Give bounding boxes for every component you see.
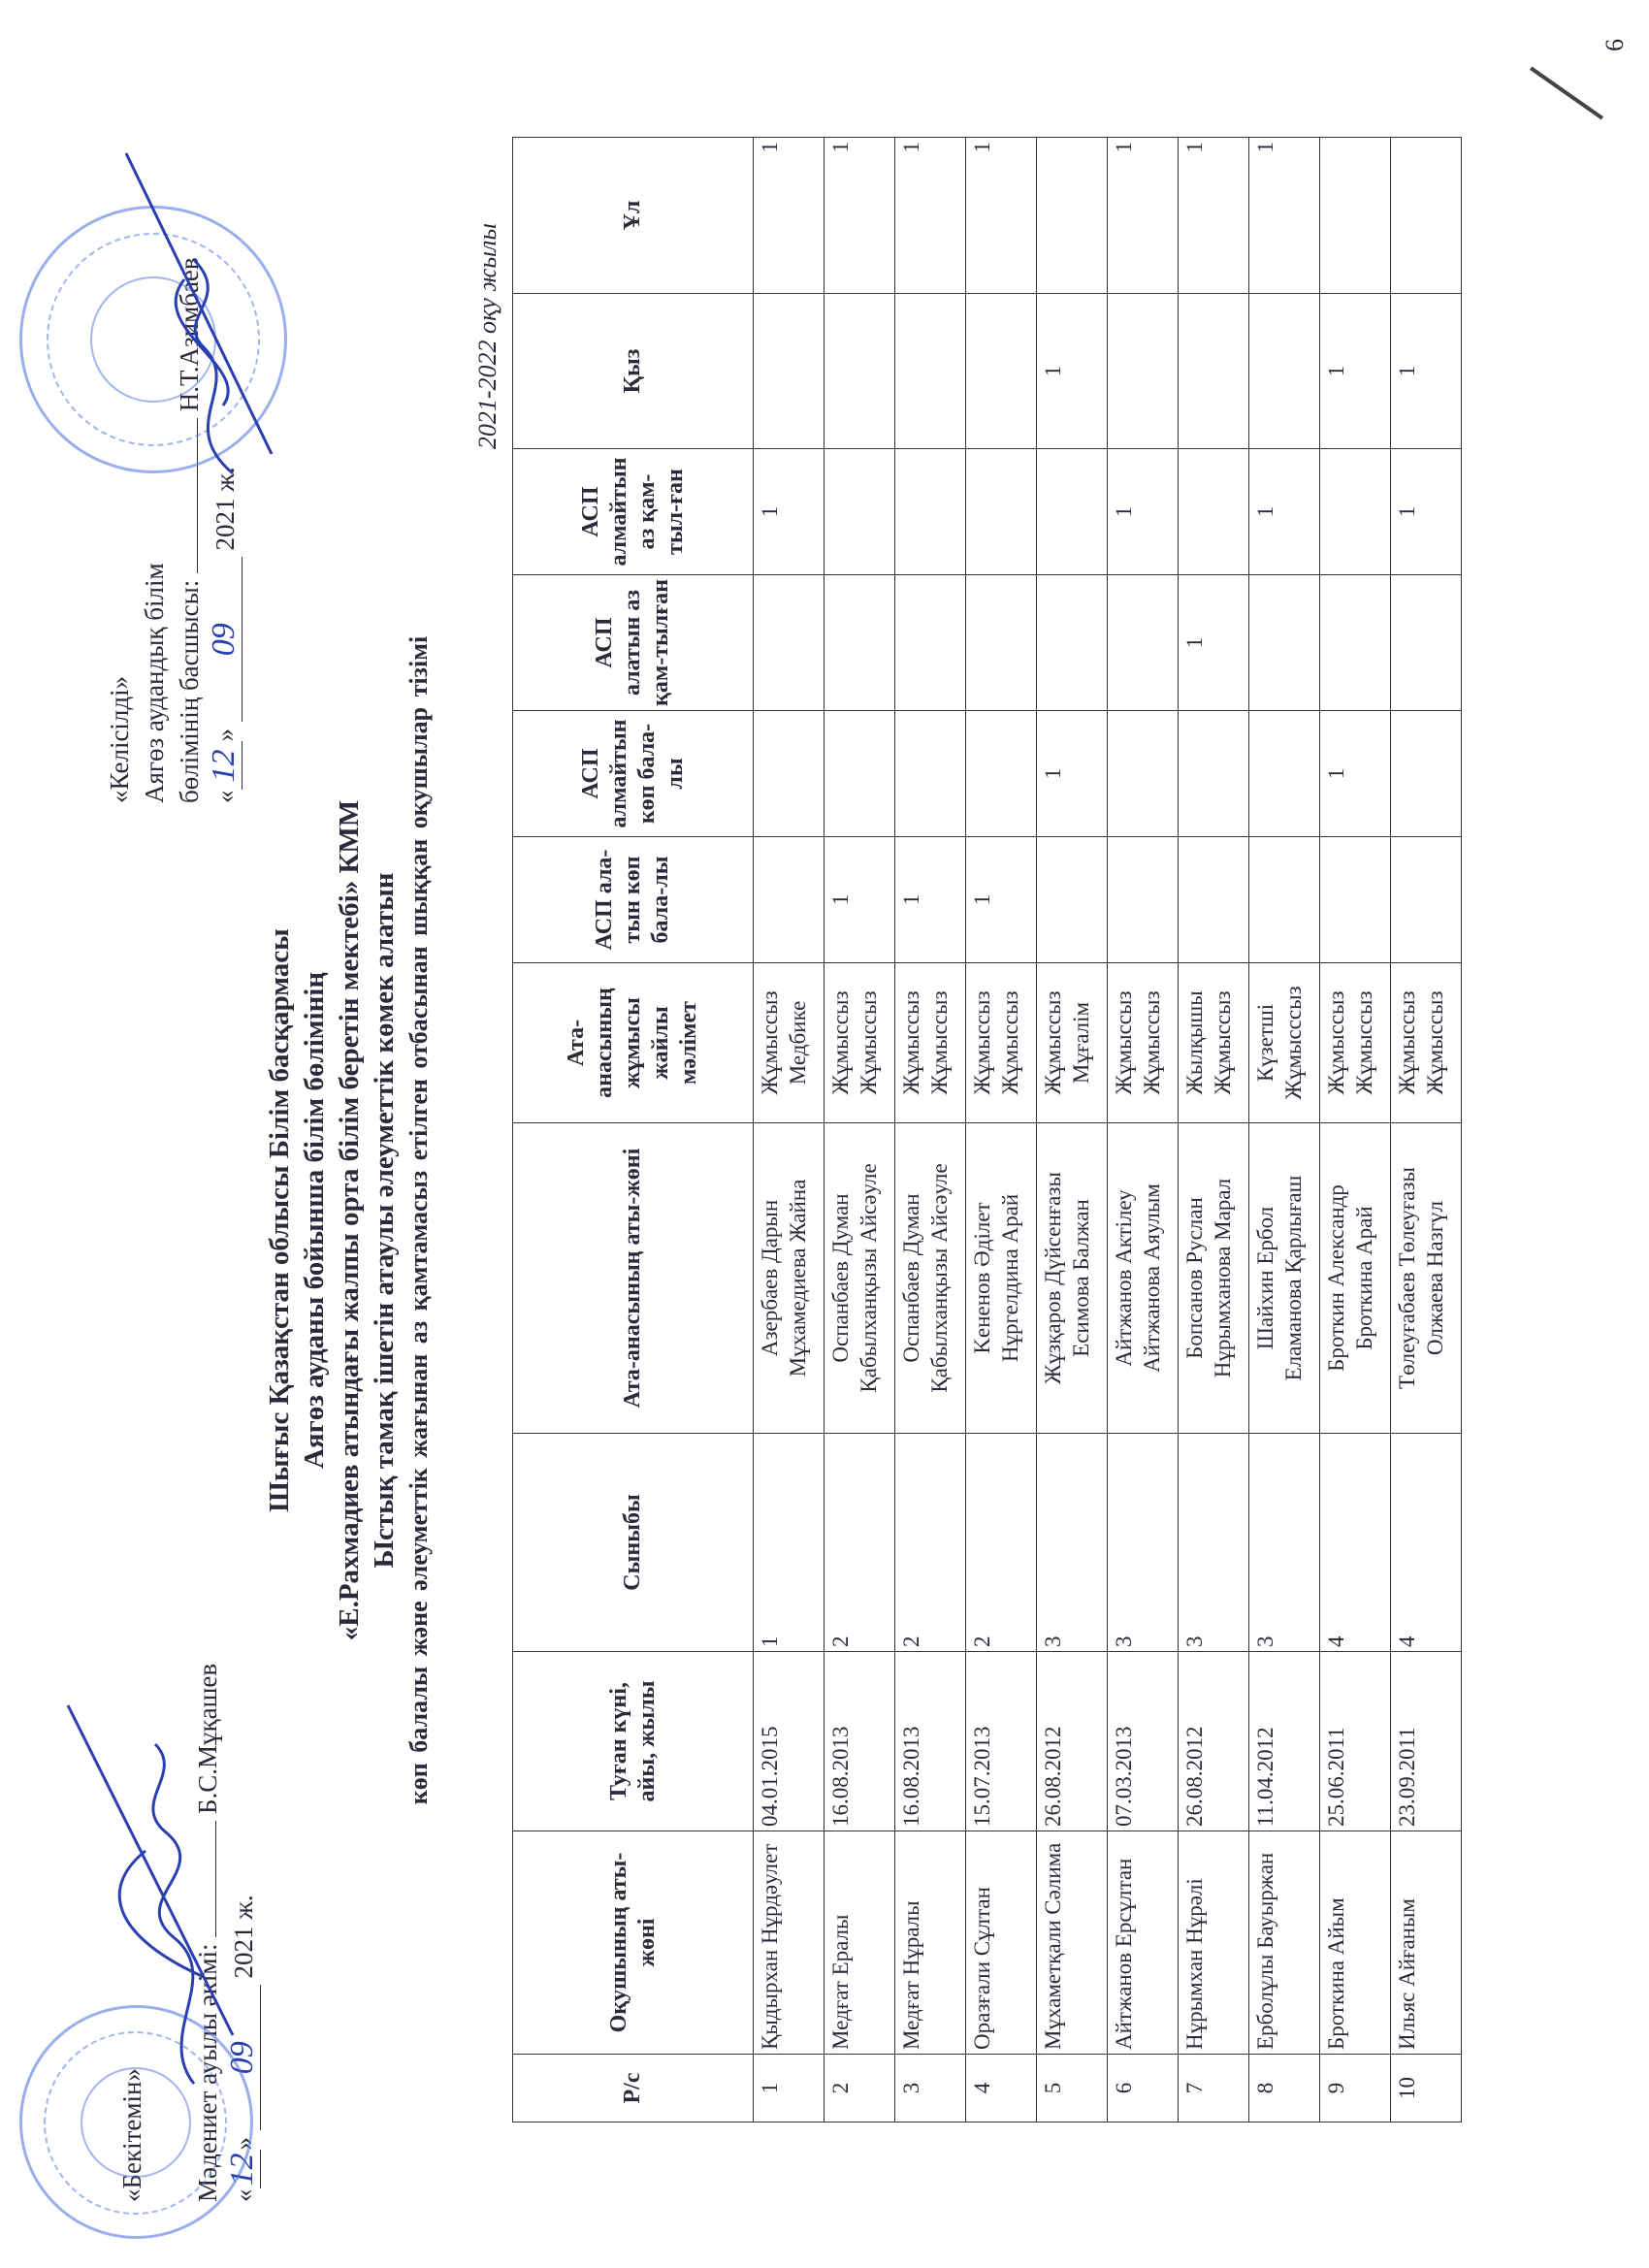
pen-mark [1530, 67, 1603, 120]
parents-cell [1391, 1123, 1462, 1434]
girl-cell [966, 294, 1037, 449]
parents-cell [1249, 1123, 1320, 1434]
parent-name: Мұхамедиева Жайна [786, 1179, 810, 1377]
asp-many-children-cell: 1 [966, 837, 1037, 963]
boy-cell: 1 [754, 138, 824, 294]
col-header: Ата-анасының аты-жөні [513, 1123, 754, 1434]
student-name-cell: Қыдырхан Нұрдәулет [754, 1831, 824, 2055]
student-name-cell: Броткина Айым [1320, 1831, 1391, 2055]
girl-cell [1179, 294, 1249, 449]
quote-open: « [229, 2188, 258, 2202]
dob-cell: 16.08.2013 [895, 1652, 966, 1831]
approval-left-day: 12 [225, 2151, 261, 2189]
approval-right-day: 12 [207, 742, 242, 791]
asp-low-income-cell [1108, 575, 1179, 711]
parent-name: Нұрымханова Марал [1211, 1178, 1235, 1378]
asp-low-income-cell [824, 575, 895, 711]
col-header: Қыз [513, 294, 754, 449]
parent-work: Жұмыссыз [1352, 990, 1376, 1095]
dob-cell: 25.06.2011 [1320, 1652, 1391, 1831]
parent-work: Жұмыссыз [1041, 990, 1065, 1095]
student-name-cell: Медғат Нұралы [895, 1831, 966, 2055]
quote-open: « [210, 790, 240, 803]
table-body [754, 138, 1462, 2122]
approval-left-role: Мәдениет ауылы әкімі: [193, 1943, 222, 2202]
parent-name: Броткин Александр [1324, 1184, 1348, 1372]
parent-work: Жұмыссыз [927, 990, 952, 1095]
asp-low-income-cell: 1 [1179, 575, 1249, 711]
col-header: Туған күні, айы, жылы [513, 1652, 754, 1831]
rs-cell: 5 [1037, 2055, 1108, 2122]
asp-low-income-cell [966, 575, 1037, 711]
grade-cell: 2 [895, 1434, 966, 1652]
parent-name: Айтжанов Актілеу [1112, 1189, 1136, 1367]
boy-cell [1037, 138, 1108, 294]
parent-name: Қабылханқызы Айсәуле [857, 1163, 881, 1393]
parent-work: Жұмыссыз [1423, 990, 1447, 1095]
heading-line1: Шығыс Қазақстан облысы Білім басқармасы [264, 928, 295, 1512]
student-name-cell: Медғат Ералы [824, 1831, 895, 2055]
dob-cell: 07.03.2013 [1108, 1652, 1179, 1831]
asp-low-income-cell [1249, 575, 1320, 711]
table-row [824, 138, 895, 2122]
parent-work-cell [1108, 963, 1179, 1123]
grade-cell: 4 [1391, 1434, 1462, 1652]
table-row [1320, 138, 1391, 2122]
approval-right-role: бөлімінің басшысы: [175, 579, 204, 803]
asp-low-income-cell [1037, 575, 1108, 711]
boy-cell: 1 [1249, 138, 1320, 294]
rs-cell: 7 [1179, 2055, 1249, 2122]
no-asp-low-income-cell [1179, 449, 1249, 575]
parent-name: Есимова Балжан [1069, 1199, 1093, 1357]
approval-right-line2: Аягөз аудандық білім [140, 563, 169, 803]
grade-cell: 4 [1320, 1434, 1391, 1652]
parent-name: Төлеуғабаев Төлеуғазы [1395, 1167, 1419, 1389]
asp-many-children-cell: 1 [895, 837, 966, 963]
asp-many-children-cell [1037, 837, 1108, 963]
parent-work: Жұмыссыз [1395, 990, 1419, 1095]
table-row [966, 138, 1037, 2122]
parents-cell [966, 1123, 1037, 1434]
no-asp-low-income-cell [824, 449, 895, 575]
no-asp-many-children-cell: 1 [1037, 711, 1108, 837]
rs-cell: 4 [966, 2055, 1037, 2122]
grade-cell: 2 [966, 1434, 1037, 1652]
parent-name: Keненов Әділет [970, 1202, 994, 1354]
boy-cell [1320, 138, 1391, 294]
boy-cell: 1 [824, 138, 895, 294]
approval-left-month: 09 [225, 1985, 261, 2130]
approval-left-title: «Бекітемін» [117, 2068, 146, 2202]
no-asp-many-children-cell [1179, 711, 1249, 837]
no-asp-low-income-cell [895, 449, 966, 575]
parent-work: Жұмыссыз [828, 990, 853, 1095]
grade-cell: 3 [1037, 1434, 1108, 1652]
table-row [1037, 138, 1108, 2122]
asp-many-children-cell [1391, 837, 1462, 963]
parents-cell [1108, 1123, 1179, 1434]
parent-name: Қабылханқызы Айсәуле [927, 1163, 952, 1393]
asp-many-children-cell: 1 [824, 837, 895, 963]
rs-cell: 2 [824, 2055, 895, 2122]
girl-cell [1108, 294, 1179, 449]
asp-many-children-cell [1249, 837, 1320, 963]
parent-work: Мұғалім [1069, 1001, 1093, 1085]
dob-cell: 23.09.2011 [1391, 1652, 1462, 1831]
table-header-row [513, 138, 754, 2122]
student-name-cell: Ерболұлы Бауыржан [1249, 1831, 1320, 2055]
no-asp-many-children-cell [824, 711, 895, 837]
boy-cell [1391, 138, 1462, 294]
parents-cell [1037, 1123, 1108, 1434]
signature-right [87, 124, 301, 493]
parent-name: Бопсанов Руслан [1182, 1197, 1207, 1359]
parent-name: Олжаева Назгүл [1423, 1200, 1447, 1356]
parent-name: Нұргелдина Арай [998, 1193, 1022, 1363]
student-name-cell: Оразғали Сұлтан [966, 1831, 1037, 2055]
dob-cell: 26.08.2012 [1037, 1652, 1108, 1831]
heading-line4: Ыстық тамақ ішетін атаулы әлеуметтік көмек алатын [369, 872, 400, 1569]
parents-cell [824, 1123, 895, 1434]
table-row [1391, 138, 1462, 2122]
parent-name: Жұзқаров Дүйсенғазы [1041, 1172, 1065, 1384]
parent-name: Оспанбаев Думан [899, 1193, 923, 1363]
no-asp-low-income-cell: 1 [1391, 449, 1462, 575]
asp-many-children-cell [1320, 837, 1391, 963]
no-asp-many-children-cell [1391, 711, 1462, 837]
parent-work-cell [895, 963, 966, 1123]
asp-many-children-cell [1179, 837, 1249, 963]
student-name-cell: Мұхаметқали Сәлима [1037, 1831, 1108, 2055]
approval-right-month: 09 [207, 557, 242, 722]
parent-work: Жұмысссыз [1281, 986, 1306, 1100]
parent-name: Шайхин Ербол [1253, 1206, 1277, 1350]
document-heading [262, 590, 436, 1851]
girl-cell: 1 [1037, 294, 1108, 449]
table-row [895, 138, 966, 2122]
col-header: Ата-анасының жұмысы жайлы мәлімет [513, 963, 754, 1123]
asp-low-income-cell [1391, 575, 1462, 711]
parent-work: Медбике [786, 1000, 810, 1085]
student-name-cell: Ильяс Айғаным [1391, 1831, 1462, 2055]
rs-cell: 9 [1320, 2055, 1391, 2122]
signature-left [39, 1686, 252, 2093]
col-header: Ұл [513, 138, 754, 294]
page-number: 6 [1600, 39, 1629, 51]
heading-line3: «Е.Рахмадиев атындағы жалпы орта білім беретін мектебі» КММ [334, 799, 365, 1641]
quote-close: » [229, 2137, 258, 2151]
parent-work-cell [1391, 963, 1462, 1123]
grade-cell: 3 [1179, 1434, 1249, 1652]
parent-work: Жұмыссыз [970, 990, 994, 1095]
students-table [512, 137, 1462, 2122]
approval-left-year: 2021 ж. [229, 1895, 258, 1979]
col-header: Р/с [513, 2055, 754, 2122]
no-asp-low-income-cell: 1 [754, 449, 824, 575]
quote-close: » [210, 729, 240, 742]
girl-cell: 1 [1391, 294, 1462, 449]
student-name-cell: Нұрымхан Нұрәлі [1179, 1831, 1249, 2055]
approval-right-name: Н.Т.Азимбаев [175, 257, 204, 412]
dob-cell: 16.08.2013 [824, 1652, 895, 1831]
rs-cell: 6 [1108, 2055, 1179, 2122]
parent-work: Жұмыссыз [1324, 990, 1348, 1095]
parent-work-cell [754, 963, 824, 1123]
asp-low-income-cell [754, 575, 824, 711]
no-asp-many-children-cell [754, 711, 824, 837]
boy-cell: 1 [1179, 138, 1249, 294]
no-asp-many-children-cell [1108, 711, 1179, 837]
parents-cell [895, 1123, 966, 1434]
dob-cell: 26.08.2012 [1179, 1652, 1249, 1831]
parent-work: Жылқышы [1182, 990, 1207, 1095]
no-asp-many-children-cell [966, 711, 1037, 837]
parent-name: Броткина Арай [1352, 1206, 1376, 1350]
rs-cell: 8 [1249, 2055, 1320, 2122]
dob-cell: 15.07.2013 [966, 1652, 1037, 1831]
parents-cell [1179, 1123, 1249, 1434]
parent-work-cell [966, 963, 1037, 1123]
parent-work: Жұмыссыз [857, 990, 881, 1095]
parent-work-cell [1037, 963, 1108, 1123]
table-row [1108, 138, 1179, 2122]
parent-work-cell [1179, 963, 1249, 1123]
no-asp-many-children-cell [895, 711, 966, 837]
dob-cell: 04.01.2015 [754, 1652, 824, 1831]
rs-cell: 10 [1391, 2055, 1462, 2122]
grade-cell: 3 [1108, 1434, 1179, 1652]
heading-line2: Аягөз ауданы бойынша білім бөлімінің [299, 971, 330, 1470]
col-header: АСП ала-тын көп бала-лы [513, 837, 754, 963]
approval-left-name: Б.С.Мұқашев [193, 1663, 222, 1815]
approval-right-year: 2021 ж. [210, 467, 240, 551]
approval-right-title: «Келісілді» [105, 675, 134, 803]
girl-cell [895, 294, 966, 449]
grade-cell: 3 [1249, 1434, 1320, 1652]
parent-work-cell [1320, 963, 1391, 1123]
parent-work-cell [824, 963, 895, 1123]
asp-many-children-cell [754, 837, 824, 963]
boy-cell: 1 [1108, 138, 1179, 294]
table-row [1249, 138, 1320, 2122]
no-asp-many-children-cell: 1 [1320, 711, 1391, 837]
col-header: Сыныбы [513, 1434, 754, 1652]
dob-cell: 11.04.2012 [1249, 1652, 1320, 1831]
table-row [754, 138, 824, 2122]
girl-cell [1249, 294, 1320, 449]
parent-work: Күзетші [1253, 1003, 1277, 1083]
student-name-cell: Айтжанов Ерсұлтан [1108, 1831, 1179, 2055]
parent-name: Еламанова Қарлығаш [1281, 1175, 1306, 1381]
asp-low-income-cell [1320, 575, 1391, 711]
girl-cell [824, 294, 895, 449]
parents-cell [754, 1123, 824, 1434]
no-asp-low-income-cell: 1 [1249, 449, 1320, 575]
no-asp-low-income-cell [1037, 449, 1108, 575]
girl-cell [754, 294, 824, 449]
parent-work: Жұмыссыз [899, 990, 923, 1095]
table-row [1179, 138, 1249, 2122]
rs-cell: 1 [754, 2055, 824, 2122]
parent-work-cell [1249, 963, 1320, 1123]
parent-work: Жұмыссыз [1140, 990, 1164, 1095]
no-asp-low-income-cell [1320, 449, 1391, 575]
academic-year: 2021-2022 оқу жылы [473, 223, 501, 450]
no-asp-many-children-cell [1249, 711, 1320, 837]
no-asp-low-income-cell [966, 449, 1037, 575]
parent-work: Жұмыссыз [1211, 990, 1235, 1095]
girl-cell: 1 [1320, 294, 1391, 449]
parent-work: Жұмыссыз [758, 990, 782, 1095]
boy-cell: 1 [966, 138, 1037, 294]
col-header: АСП алатын аз қам-тылған [513, 575, 754, 711]
col-header: АСП алмайтын көп бала-лы [513, 711, 754, 837]
heading-line5: көп балалы және әлеуметтік жағынан аз қамтамасыз етілген отбасынан шыққан оқушылар тізімі [404, 635, 433, 1805]
boy-cell: 1 [895, 138, 966, 294]
asp-low-income-cell [895, 575, 966, 711]
rs-cell: 3 [895, 2055, 966, 2122]
parent-work: Жұмыссыз [998, 990, 1022, 1095]
grade-cell: 2 [824, 1434, 895, 1652]
parent-name: Азербаев Дарын [758, 1199, 782, 1357]
parents-cell [1320, 1123, 1391, 1434]
col-header: АСП алмайтын аз қам-тыл-ған [513, 449, 754, 575]
no-asp-low-income-cell: 1 [1108, 449, 1179, 575]
parent-work: Жұмыссыз [1112, 990, 1136, 1095]
col-header: Оқушының аты-жөні [513, 1831, 754, 2055]
grade-cell: 1 [754, 1434, 824, 1652]
parent-name: Оспанбаев Думан [828, 1193, 853, 1363]
parent-name: Айтжанова Аяулым [1140, 1183, 1164, 1373]
asp-many-children-cell [1108, 837, 1179, 963]
